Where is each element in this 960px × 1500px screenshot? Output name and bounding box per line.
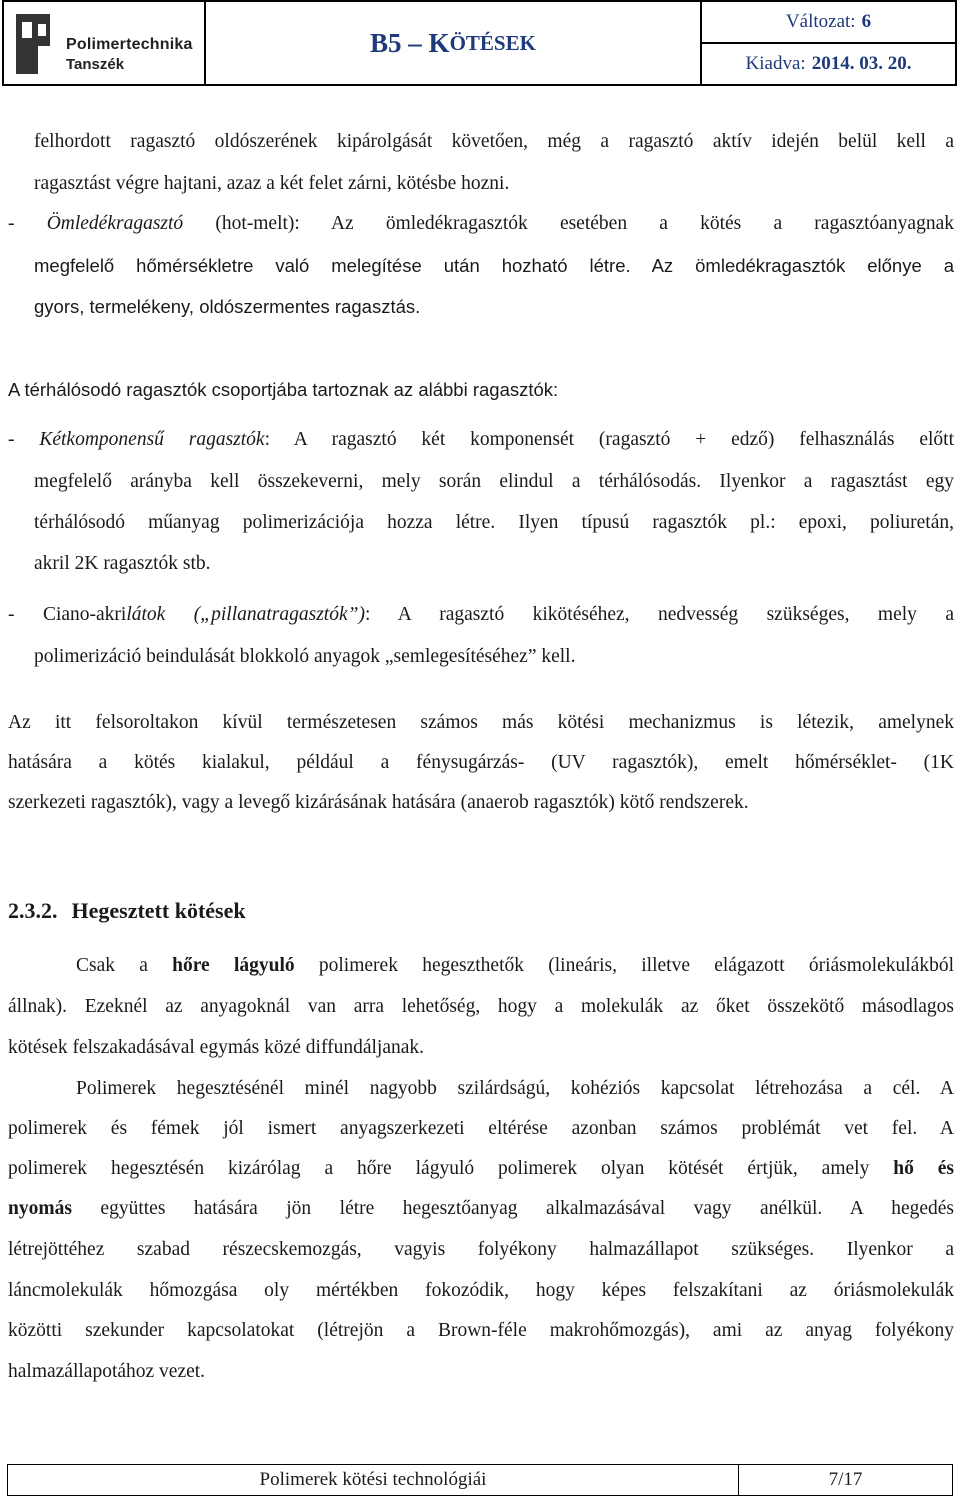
paragraph-line (76, 954, 954, 978)
list-item-two-component (8, 428, 954, 452)
paragraph-line (8, 1157, 954, 1181)
logo-text-line1: Polimertechnika (66, 36, 193, 53)
line-rest: (hot-melt): Az ömledékragasztók esetében a kötés a ragasztóanyagnak (183, 213, 954, 234)
paragraph-line: térhálósodó műanyag polimerizációja hozza létre. Ilyen típusú ragasztók pl.: epoxi, poliuretán, (34, 512, 954, 533)
section-number: 2.3.2. (8, 898, 58, 923)
paragraph-line: közötti szekunder kapcsolatokat (létrejön a Brown-féle makrohőmozgás), ami az anyag folyékony (8, 1320, 954, 1341)
version-row (702, 2, 955, 42)
paragraph-line: megfelelő hőmérsékletre való melegítése után hozható létre. Az ömledékragasztók előnye a (34, 255, 954, 276)
line-rest: : A ragasztó kikötéséhez, nedvesség szükséges, mely a (364, 604, 954, 625)
paragraph-line: Az itt felsoroltakon kívül természetesen számos más kötési mechanizmus is létezik, amelynek (8, 712, 954, 733)
title-rest: ÖTÉSEK (449, 30, 536, 55)
footer-course-title: Polimerek kötési technológiái (8, 1465, 739, 1495)
footer-page-number: 7/17 (828, 1469, 863, 1490)
list-dash: - (8, 213, 47, 234)
document-title (206, 2, 702, 84)
page-header (2, 0, 957, 86)
department-logo (4, 2, 206, 84)
issued-value: 2014. 03. 20. (811, 53, 912, 74)
section-heading (8, 898, 246, 924)
paragraph-line: szerkezeti ragasztók), vagy a levegő kizárásának hatására (anaerob ragasztók) kötő rendszerek. (8, 792, 749, 813)
paragraph-line: A térhálósodó ragasztók csoportjába tartoznak az alábbi ragasztók: (8, 379, 559, 400)
paragraph-line: hatására a kötés kialakul, például a fénysugárzás- (UV ragasztók), emelt hőmérséklet- (1K (8, 752, 954, 773)
title-prefix: B5 – K (370, 27, 450, 58)
list-dash: - (8, 429, 40, 450)
paragraph-line: felhordott ragasztó oldószerének kipárolgását követően, még a ragasztó aktív idején belül kell a (34, 131, 954, 152)
list-item-cyanoacrylate (8, 603, 954, 627)
text-run: Csak a (76, 955, 173, 976)
paragraph-line (8, 1197, 954, 1221)
paragraph-line: halmazállapotához vezet. (8, 1361, 206, 1382)
paragraph-line: kötések felszakadásával egymás közé diffundáljanak. (8, 1037, 425, 1058)
paragraph-line: akril 2K ragasztók stb. (34, 553, 211, 574)
paragraph-line: polimerek és fémek jól ismert anyagszerkezeti eltérése azonban számos problémát vet fel. A (8, 1118, 954, 1139)
version-info (702, 2, 955, 84)
polimertechnika-logo-icon (16, 14, 52, 74)
text-run: polimerek hegeszthetők (lineáris, illetve elágazott óriásmolekulákból (294, 955, 954, 976)
list-item-hotmelt (8, 212, 954, 236)
paragraph-line: megfelelő arányba kell összekeverni, mely során elindul a térhálósodás. Ilyenkor a ragasztást egy (34, 471, 954, 492)
version-label: Változat: (785, 11, 856, 32)
issued-row (702, 42, 955, 84)
text-run: polimerek hegesztésén kizárólag a hőre lágyuló polimerek olyan kötését értjük, amely (8, 1158, 894, 1179)
page-footer (7, 1464, 953, 1496)
paragraph-line: létrejöttéhez szabad részecskemozgás, vagyis folyékony halmazállapot szükséges. Ilyenkor a (8, 1239, 954, 1260)
paragraph-line: láncmolekulák hőmozgása oly mértékben fokozódik, hogy képes felszakítani az óriásmolekulák (8, 1280, 954, 1301)
text-run: együttes hatására jön létre hegesztőanyag alkalmazásával vagy anélkül. A hegedés (71, 1198, 954, 1219)
paragraph-line: polimerizáció beindulását blokkoló anyagok „semlegesítéséhez” kell. (34, 646, 576, 667)
emphasis-bold: hőre lágyuló (172, 955, 295, 976)
line-start: - Ciano-akri (8, 604, 127, 625)
emphasis-bold: nyomás (8, 1198, 72, 1219)
term-italic: Ömledékragasztó (46, 213, 184, 234)
emphasis-bold: hő és (893, 1158, 954, 1179)
logo-text-line2: Tanszék (66, 56, 125, 73)
term-italic: látok („pillanatragasztók”) (126, 604, 365, 625)
term-italic: Kétkomponensű ragasztók (39, 429, 265, 450)
paragraph-line: gyors, termelékeny, oldószermentes ragasztás. (34, 296, 421, 317)
paragraph-line: állnak). Ezeknél az anyagoknál van arra lehetőség, hogy a molekulák az őket összekötő másodlagos (8, 996, 954, 1017)
version-value: 6 (861, 11, 872, 32)
line-rest: : A ragasztó két komponensét (ragasztó + edző) felhasználás előtt (264, 429, 954, 450)
issued-label: Kiadva: (745, 53, 806, 74)
paragraph-line: ragasztást végre hajtani, azaz a két felet zárni, kötésbe hozni. (34, 173, 510, 194)
paragraph-line: Polimerek hegesztésénél minél nagyobb szilárdságú, kohéziós kapcsolat létrehozása a cél. A (76, 1078, 954, 1099)
section-title: Hegesztett kötések (71, 898, 246, 923)
